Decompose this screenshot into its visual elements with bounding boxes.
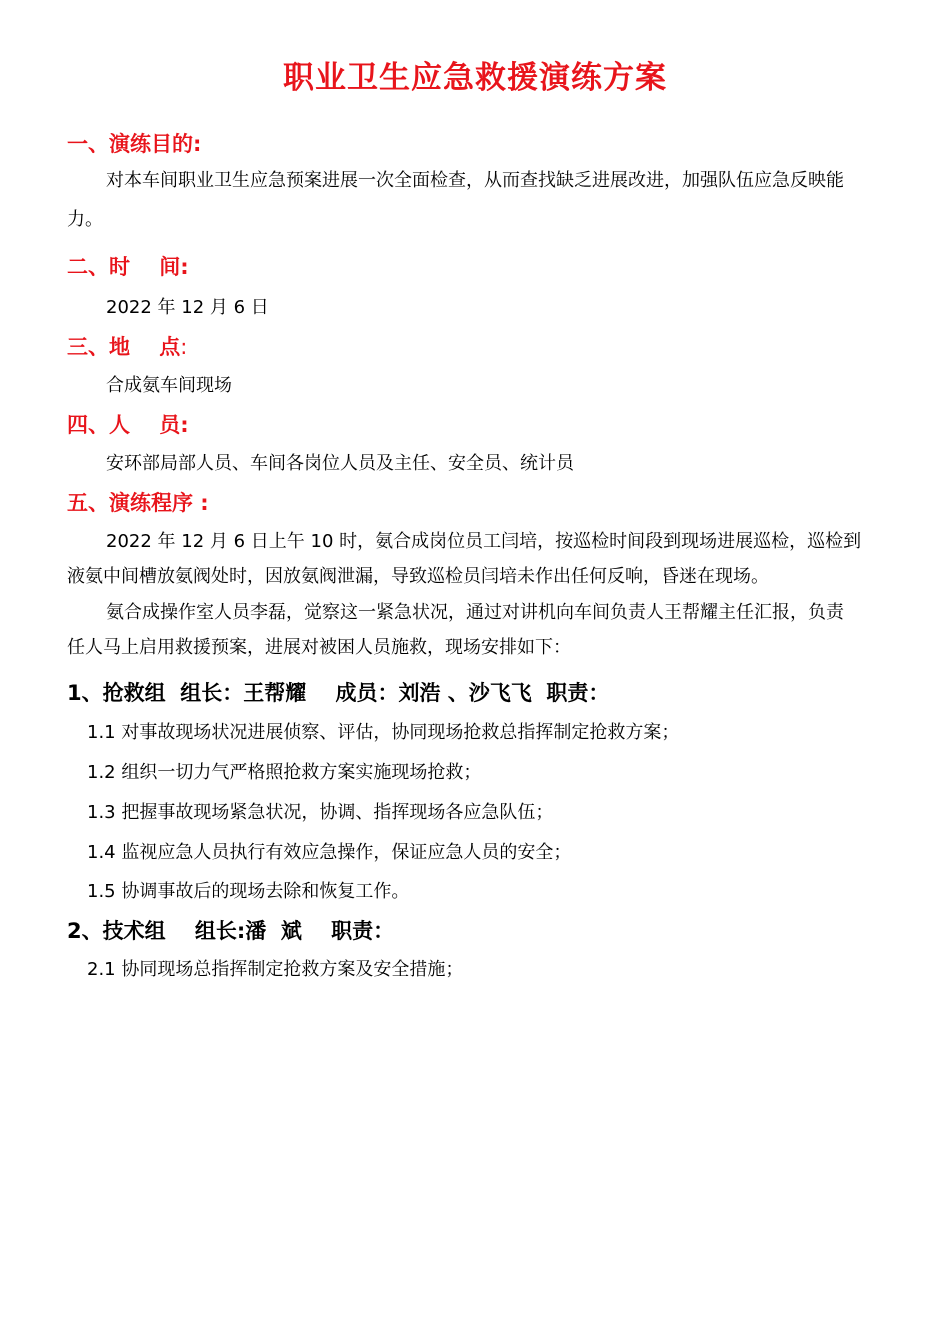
rescue-item: 1.2 组织一切力气严格照抢救方案实施现场抢救； [87, 762, 482, 783]
purpose-text-line2: 力。 [67, 209, 103, 230]
section-heading-personnel: 四、人 员: [67, 413, 189, 437]
section-heading-place [67, 331, 187, 361]
personnel-text: 安环部局部人员、车间各岗位人员及主任、安全员、统计员 [106, 453, 574, 474]
document-title: 职业卫生应急救援演练方案 [283, 60, 667, 96]
place-heading-colon: : [180, 335, 188, 359]
section-heading-procedure: 五、演练程序 : [67, 491, 209, 515]
procedure-para2-line2: 任人马上启用救援预案，进展对被困人员施救，现场安排如下： [67, 637, 571, 658]
procedure-para1-line1: 2022 年 12 月 6 日上午 10 时，氨合成岗位员工闫培，按巡检时间段到现场进展巡检，巡检到 [106, 531, 862, 552]
place-text: 合成氨车间现场 [106, 375, 232, 396]
place-heading-main: 三、地 点 [67, 335, 181, 359]
rescue-item: 1.4 监视应急人员执行有效应急操作，保证应急人员的安全； [87, 842, 572, 863]
time-text: 2022 年 12 月 6 日 [106, 297, 269, 318]
rescue-item: 1.3 把握事故现场紧急状况，协调、指挥现场各应急队伍； [87, 802, 554, 823]
rescue-item: 1.1 对事故现场状况进展侦察、评估，协同现场抢救总指挥制定抢救方案； [87, 722, 680, 743]
procedure-para2-line1: 氨合成操作室人员李磊，觉察这一紧急状况，通过对讲机向车间负责人王帮耀主任汇报，负责 [106, 602, 844, 623]
section-heading-time: 二、时 间: [67, 255, 189, 279]
rescue-item: 1.5 协调事故后的现场去除和恢复工作。 [87, 881, 410, 902]
procedure-para1-line2: 液氨中间槽放氨阀处时，因放氨阀泄漏，导致巡检员闫培未作出任何反响，昏迷在现场。 [67, 566, 769, 587]
group-heading-rescue: 1、抢救组 组长：王帮耀 成员：刘浩 、沙飞飞 职责： [67, 681, 610, 705]
group-heading-technical: 2、技术组 组长:潘 斌 职责： [67, 919, 395, 943]
purpose-text-line1: 对本车间职业卫生应急预案进展一次全面检查，从而查找缺乏进展改进，加强队伍应急反映能 [106, 170, 844, 191]
technical-item: 2.1 协同现场总指挥制定抢救方案及安全措施； [87, 959, 464, 980]
section-heading-purpose: 一、演练目的: [67, 132, 202, 156]
